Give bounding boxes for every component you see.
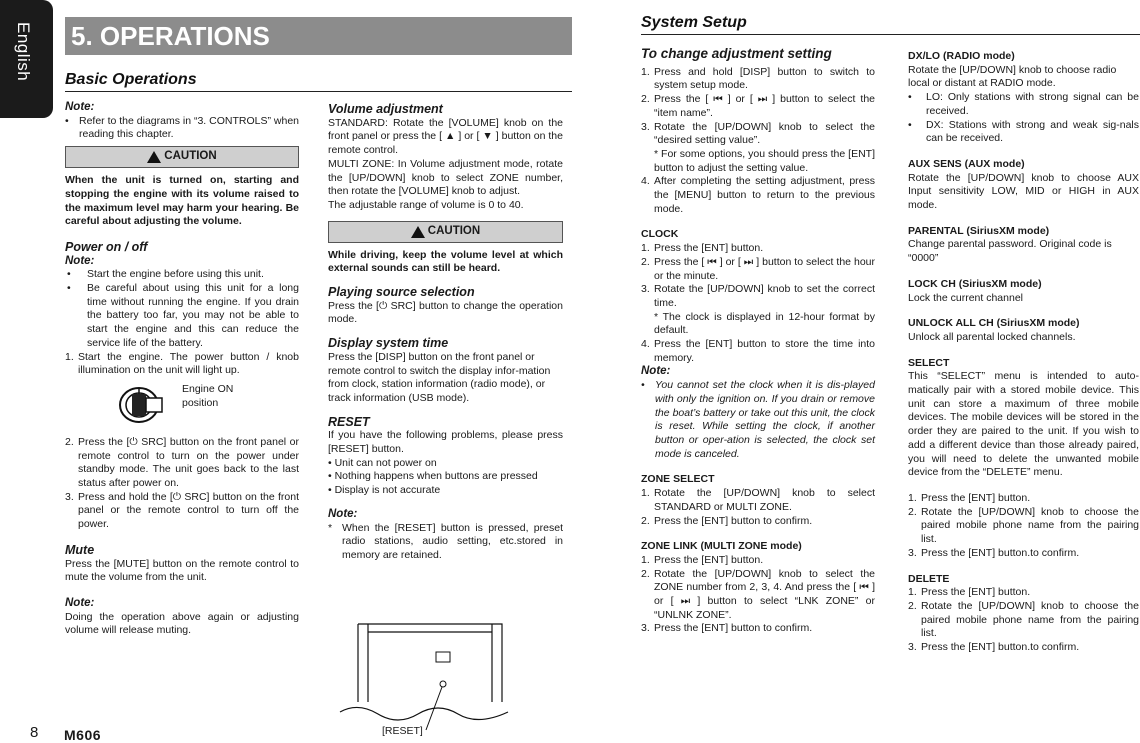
adjust-step-3-note: * For some options, you should press the [ENT] button to adjust the setting value. <box>654 147 875 174</box>
section-header <box>65 17 572 55</box>
clock-step-4: Press the [ENT] button to store the time into memory. <box>654 338 875 364</box>
ignition-key-icon <box>117 386 177 426</box>
power-bullet-1: Start the engine before using this unit. <box>87 268 264 281</box>
unlock-heading: UNLOCK ALL CH (SiriusXM mode) <box>908 317 1080 330</box>
volume-text-standard: STANDARD: Rotate the [VOLUME] knob on the front panel or press the [ ▲ ] or [ ▼ ] button on the remote control. <box>328 116 563 157</box>
clock-step-3-note: * The clock is displayed in 12-hour format by default. <box>654 310 875 337</box>
lo-bullet: LO: Only stations with strong signal can be received. <box>926 91 1139 117</box>
reset-label-text: [RESET] <box>382 725 423 737</box>
reset-heading: RESET <box>328 414 370 429</box>
power-heading: Power on / off <box>65 239 148 254</box>
zone-select-heading: ZONE SELECT <box>641 473 715 486</box>
mute-note-label: Note: <box>65 596 95 609</box>
warning-icon <box>147 151 161 163</box>
caution-box <box>65 146 299 168</box>
display-time-heading: Display system time <box>328 336 449 351</box>
volume-text-multizone: MULTI ZONE: In Volume adjustment mode, rotate the [UP/DOWN] knob to select ZONE number, then rotate the [VOLUME] knob to adjust. <box>328 157 563 198</box>
section-title: 5. OPERATIONS <box>71 21 270 51</box>
dxlo-heading: DX/LO (RADIO mode) <box>908 50 1015 62</box>
delete-step-2: Rotate the [UP/DOWN] knob to choose the paired mobile phone name from the pairing list. <box>921 599 1139 640</box>
aux-heading: AUX SENS (AUX mode) <box>908 157 1025 170</box>
mute-note-text: Doing the operation above again or adjusting volume will release muting. <box>65 610 299 637</box>
adjust-heading: To change adjustment setting <box>641 46 832 61</box>
select-step-3: Press the [ENT] button.to confirm. <box>921 546 1080 559</box>
parental-text: Change parental password. Original code is “0000” <box>908 238 1112 265</box>
adjust-step-1: Press and hold [DISP] button to switch to system setup mode. <box>654 65 875 92</box>
language-tab <box>0 0 53 118</box>
lock-text: Lock the current channel <box>908 291 1023 304</box>
select-heading: SELECT <box>908 356 950 369</box>
note-text: Refer to the diagrams in “3. CONTROLS” when reading this chapter. <box>79 114 299 141</box>
clock-note-text: You cannot set the clock when it is dis-played with only the ignition on. If you drain or remove the boat’s battery or take out this unit, the clock is reset. While setting the clock, if another button or oper-ation is selected, the clock set mode is canceled. <box>655 379 875 460</box>
adjust-step-2: Press the [ ⏮ ] or [ ⏭ ] button to select the “item name”. <box>654 93 875 119</box>
unlock-text: Unlock all parental locked channels. <box>908 330 1076 343</box>
page-number: 8 <box>30 724 39 741</box>
reset-diagram <box>338 622 518 740</box>
source-text: Press the [⏻ SRC] button to change the operation mode. <box>328 299 563 326</box>
dxlo-text: Rotate the [UP/DOWN] knob to choose radio local or distant at RADIO mode. <box>908 63 1117 90</box>
delete-step-1: Press the [ENT] button. <box>921 586 1031 599</box>
note-label: Note: <box>65 101 95 113</box>
display-time-text: Press the [DISP] button on the front panel or remote control to switch the display infor-mation from clock, station information (radio mode), or track information (USB mode). <box>328 350 551 404</box>
lock-heading: LOCK CH (SiriusXM mode) <box>908 277 1042 290</box>
power-note-label: Note: <box>65 254 95 267</box>
model-name: M606 <box>64 727 102 743</box>
clock-step-3: Rotate the [UP/DOWN] knob to set the correct time. <box>654 283 875 309</box>
reset-note-label: Note: <box>328 507 358 520</box>
column-2: Volume adjustment STANDARD: Rotate the [VOLUME] knob on the front panel or press the [ ▲ ] or [ ▼ ] button on the remote control. MULTI ZONE: In Volume adjustment mode, rotate the [UP/DOWN] knob to select ZONE number, then rotate the [VOLUME] knob to adjust. The adjustable range of volume is 0 to 40. CAUTION While driving, keep the volume level at which external sounds can still be heard. Playing source selection Press the [⏻ SRC] button to change the operation mode. Display system time Press the [DISP] button on the front panel or remote control to switch the display infor-mation from clock, station information (radio mode), or track information (USB mode). RESET If you have the following problems, please press [RESET] button. • Unit can not power on • Nothing happens when buttons are pressed • Display is not accurate Note: * When the [RESET] button is pressed, preset radio stations, audio setting, etc.stored in memory are retained. <box>328 102 563 561</box>
clock-step-1: Press the [ENT] button. <box>654 242 764 255</box>
delete-heading: DELETE <box>908 572 950 585</box>
select-step-1: Press the [ENT] button. <box>921 491 1031 504</box>
caution-label: CAUTION <box>164 150 217 163</box>
engine-on-label: Engine ON position <box>182 382 234 409</box>
select-step-2: Rotate the [UP/DOWN] knob to choose the paired mobile phone name from the pairing list. <box>921 505 1139 546</box>
volume-heading: Volume adjustment <box>328 102 443 116</box>
zone-select-step-1: Rotate the [UP/DOWN] knob to select STANDARD or MULTI ZONE. <box>654 487 875 513</box>
adjust-step-3: Rotate the [UP/DOWN] knob to select the “desired setting value”. <box>654 120 875 147</box>
left-heading-rule <box>65 91 572 92</box>
clock-step-2: Press the [ ⏮ ] or [ ⏭ ] button to select the hour or the minute. <box>654 255 875 282</box>
delete-step-3: Press the [ENT] button.to confirm. <box>921 641 1080 654</box>
reset-item-3: • Display is not accurate <box>328 484 441 497</box>
source-heading: Playing source selection <box>328 285 475 300</box>
reset-item-1: • Unit can not power on <box>328 456 437 469</box>
power-step-3: Press and hold the [⏻ SRC] button on the front panel or the remote control to turn off the power. <box>78 490 299 531</box>
reset-note-text: When the [RESET] button is pressed, preset radio stations, audio setting, etc.stored in memory are retained. <box>342 521 563 561</box>
column-1: Note: • Refer to the diagrams in “3. CONTROLS” when reading this chapter. CAUTION When the unit is turned on, starting and stopping the engine with its volume raised to the maximum level may harm your hearing. Be careful about adjusting the volume. Power on / off Note: • Start the engine before using this unit. • Be careful about using this unit for a long time without running the engine. If you drain the battery too far, you may not be able to start the engine and this can reduce the service life of the battery. 1. Start the engine. The power button / knob illumination on the unit will light up. Engine ON position 2. Press the [⏻ SRC] button on the front panel or remote control to turn on the power under standby mode. The unit goes back to the last status after power on. 3. Press and hold the [⏻ SRC] button on the front panel or the remote control to turn off the power. Mute Press the [MUTE] button on the remote control to mute the volume from the unit. Note: Doing the operation above again or adjusting volume will release muting. <box>65 101 299 637</box>
mute-heading: Mute <box>65 542 95 557</box>
power-step-1: Start the engine. The power button / knob illumination on the unit will light up. <box>78 350 299 377</box>
mute-text: Press the [MUTE] button on the remote control to mute the volume from the unit. <box>65 557 299 584</box>
basic-operations-heading: Basic Operations <box>65 71 197 88</box>
select-text: This “SELECT” menu is intended to auto-matically pair with a stored mobile device. This unit can store a maximum of three mobile devices. The mobile devices will be stored in the order they are paired to the unit. If you wish to add a different device than those already paired, you will need to delete the unwanted mobile device from the “DELETE” menu. <box>908 370 1139 479</box>
reset-label <box>382 725 423 737</box>
zone-link-step-2: Rotate the [UP/DOWN] knob to select the ZONE number from 2, 3, 4. And press the [ ⏮ ] or [ ⏭ ] button to select “LNK ZONE” or “UNLNK ZONE”. <box>654 567 875 621</box>
language-tab-label: English <box>14 22 33 82</box>
power-bullet-2: Be careful about using this unit for a long time without running the engine. If you drain the battery too far, you may not be able to start the engine and this can reduce the service life of the battery. <box>87 282 299 349</box>
zone-select-step-2: Press the [ENT] button to confirm. <box>654 514 813 527</box>
reset-item-2: • Nothing happens when buttons are pressed <box>328 470 538 483</box>
reset-text: If you have the following problems, please press [RESET] button. <box>328 429 563 456</box>
parental-heading: PARENTAL (SiriusXM mode) <box>908 224 1050 237</box>
warning-icon <box>411 226 425 238</box>
caution-label-2: CAUTION <box>427 224 481 237</box>
clock-note-label: Note: <box>641 365 671 378</box>
system-setup-heading: System Setup <box>641 14 747 31</box>
aux-text: Rotate the [UP/DOWN] knob to choose AUX Input sensitivity LOW, MID or HIGH in AUX mode. <box>908 171 1139 212</box>
volume-range-text: The adjustable range of volume is 0 to 40. <box>328 198 524 211</box>
caution-text-2: While driving, keep the volume level at which external sounds can still be heard. <box>328 248 563 275</box>
zone-link-step-3: Press the [ENT] button to confirm. <box>654 622 813 635</box>
power-step-2: Press the [⏻ SRC] button on the front panel or remote control to turn on the power under standby mode. The unit goes back to the last status after power on. <box>78 435 299 490</box>
engine-diagram <box>65 378 299 436</box>
clock-heading: CLOCK <box>641 228 679 241</box>
right-heading-rule <box>641 34 1140 35</box>
zone-link-step-1: Press the [ENT] button. <box>654 553 764 566</box>
column-3: To change adjustment setting 1. Press and hold [DISP] button to switch to system setup mode. 2. Press the [ ⏮ ] or [ ⏭ ] button to select the “item name”. 3. Rotate the [UP/DOWN] knob to select the “desired setting value”. * For some options, you should press the [ENT] button to adjust the setting value. 4. After completing the setting adjustment, press the [MENU] button to return to the previous mode. CLOCK 1. Press the [ENT] button. 2. Press the [ ⏮ ] or [ ⏭ ] button to select the hour or the minute. 3. Rotate the [UP/DOWN] knob to set the correct time. * The clock is displayed in 12-hour format by default. 4. Press the [ENT] button to store the time into memory. Note: • You cannot set the clock when it is dis-played with only the ignition on. If you drain or remove the boat’s battery or take out this unit, the clock is reset. While setting the clock, if another button or oper-ation is selected, the clock set mode is canceled. ZONE SELECT 1. Rotate the [UP/DOWN] knob to select STANDARD or MULTI ZONE. 2. Press the [ENT] button to confirm. ZONE LINK (MULTI ZONE mode) 1. Press the [ENT] button. 2. Rotate the [UP/DOWN] knob to select the ZONE number from 2, 3, 4. And press the [ ⏮ ] or [ ⏭ ] button to select “LNK ZONE” or “UNLNK ZONE”. 3. Press the [ENT] button to confirm. <box>641 46 875 635</box>
zone-link-heading: ZONE LINK (MULTI ZONE mode) <box>641 540 802 553</box>
caution-text: When the unit is turned on, starting and stopping the engine with its volume raised to the maximum level may harm your hearing. Be careful about adjusting the volume. <box>65 174 299 228</box>
dx-bullet: DX: Stations with strong and weak sig-nals can be received. <box>926 118 1139 145</box>
adjust-step-4: After completing the setting adjustment, press the [MENU] button to return to the previous mode. <box>654 175 875 215</box>
column-4: DX/LO (RADIO mode) Rotate the [UP/DOWN] knob to choose radio local or distant at RADIO mode. • LO: Only stations with strong signal can be received. • DX: Stations with strong and weak sig-nals can be received. AUX SENS (AUX mode) Rotate the [UP/DOWN] knob to choose AUX Input sensitivity LOW, MID or HIGH in AUX mode. PARENTAL (SiriusXM mode) Change parental password. Original code is “0000” LOCK CH (SiriusXM mode) Lock the current channel UNLOCK ALL CH (SiriusXM mode) Unlock all parental locked channels. SELECT This “SELECT” menu is intended to auto-matically pair with a stored mobile device. This unit can store a maximum of three mobile devices. The mobile devices will be stored in the order they are paired to the unit. If you wish to add a different device than those already paired, you will need to delete the unwanted mobile device from the “DELETE” menu. 1. Press the [ENT] button. 2. Rotate the [UP/DOWN] knob to choose the paired mobile phone name from the pairing list. 3. Press the [ENT] button.to confirm. DELETE 1. Press the [ENT] button. 2. Rotate the [UP/DOWN] knob to choose the paired mobile phone name from the pairing list. 3. Press the [ENT] button.to confirm. <box>908 50 1139 654</box>
caution-box-2 <box>328 221 563 243</box>
